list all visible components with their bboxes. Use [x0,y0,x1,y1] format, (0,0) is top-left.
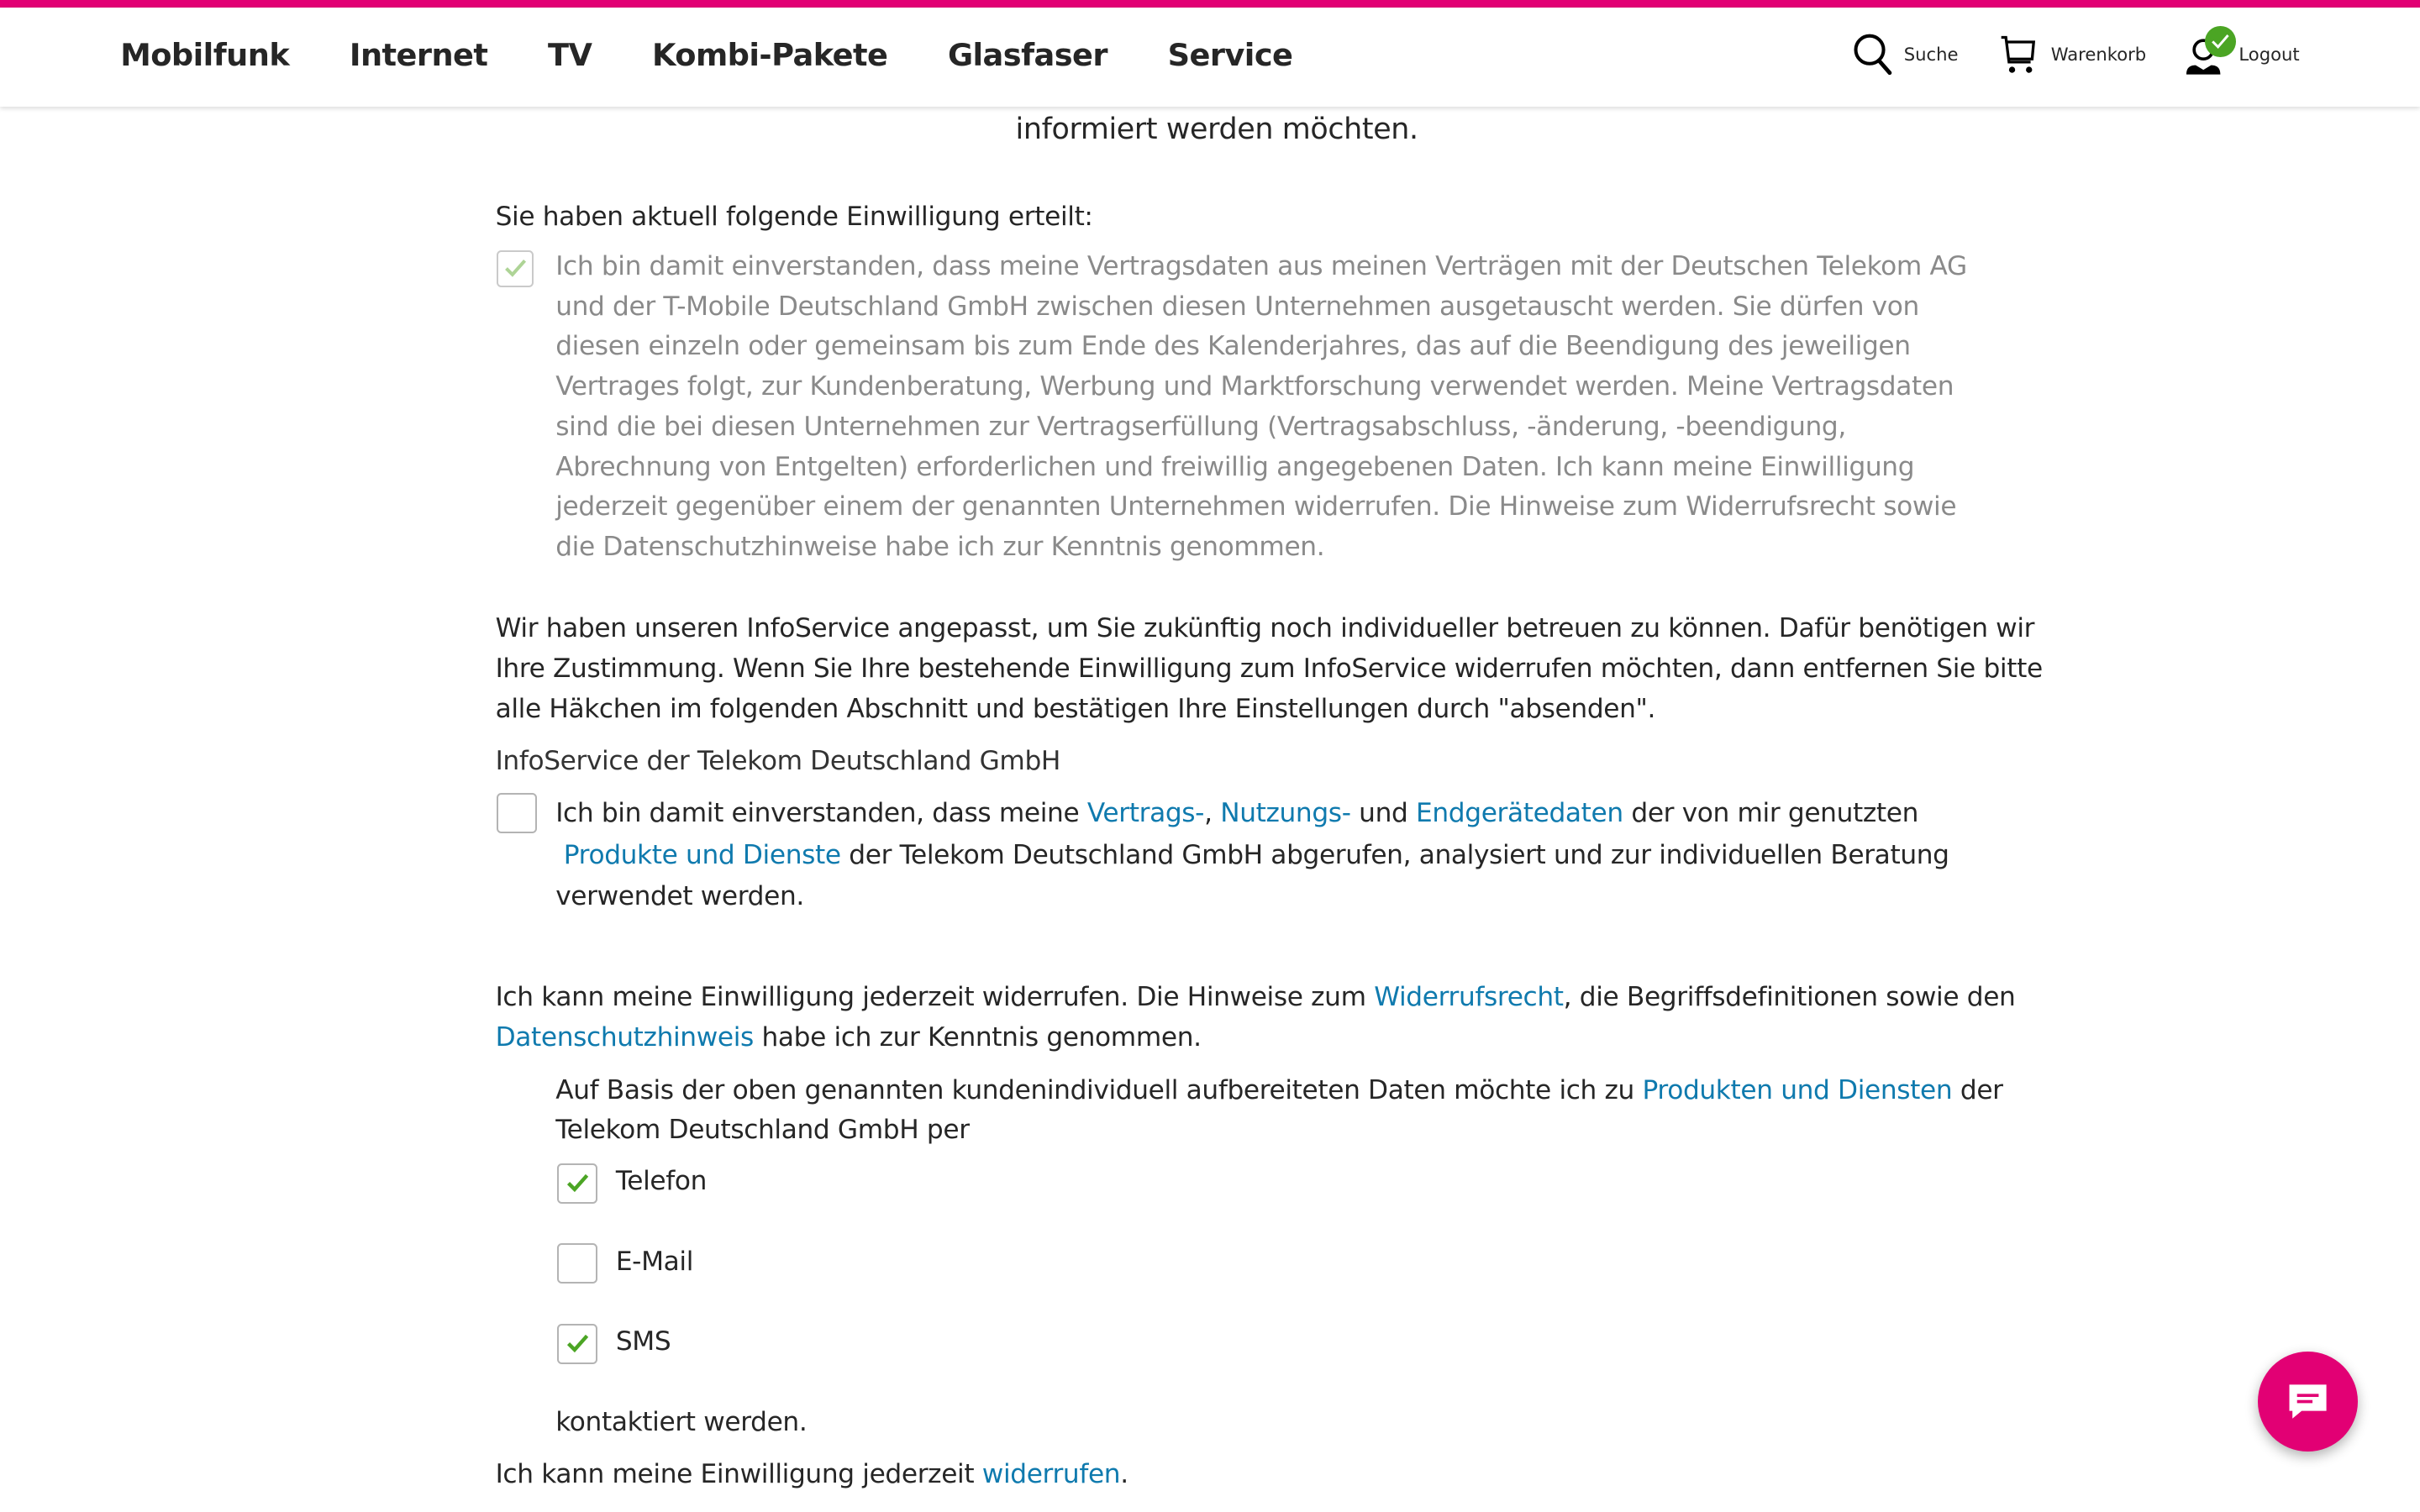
channel-label: SMS [615,1326,671,1357]
brand-bar [0,0,2420,8]
search-label: Suche [1903,43,1959,65]
nav-service[interactable]: Service [1167,37,1293,74]
check-icon [502,255,529,282]
logged-in-check-icon [2205,26,2236,57]
infoservice-intro: Wir haben unseren InfoService angepasst, um Sie zukünftig noch individueller betreuen zu können. Dafür benötigen wir Ihre Zustimmung. Wenn Sie Ihre bestehende Einwilligung zum InfoService widerrufen möchten, dann entfernen Sie bitte alle Häkchen im folgenden Abschnitt und bestätigen Ihre Einstellungen durch "absenden". [495,613,2043,724]
link-widerrufen[interactable]: widerrufen [981,1459,1121,1489]
infoservice-heading: InfoService der Telekom Deutschland GmbH [495,746,1061,777]
header [0,8,2420,107]
footer-revoke: Ich kann meine Einwilligung jederzeit widerrufen. [495,1459,1128,1489]
link-produkten-diensten[interactable]: Produkten und Diensten [1642,1074,1953,1105]
main-nav [120,37,1292,73]
cart-label: Warenkorb [2050,43,2147,65]
logout-label: Logout [2238,43,2300,65]
nav-tv[interactable]: TV [548,37,592,74]
intro-tail: informiert werden möchten. [1015,113,1418,147]
logout-button[interactable] [2186,33,2300,76]
search-icon [1851,33,1894,76]
channel-label: E-Mail [615,1246,694,1277]
link-nutzungsdaten[interactable]: Nutzungs- [1220,798,1351,829]
check-icon [564,1330,592,1357]
channel-checkbox-sms[interactable] [557,1324,597,1364]
current-consent-text: Ich bin damit einverstanden, dass meine Vertragsdaten aus meinen Verträgen mit der Deutschen Telekom AG und der T-Mobile Deutschland GmbH zwischen diesen Unternehmen ausgetauscht werden. Sie dürfen von diesen einzeln oder gemeinsam bis zum Ende des Kalenderjahres, das auf die Beendigung des jeweiligen Vertrages folgt, zur Kundenberatung, Werbung und Marktforschung verwendet werden. Meine Vertragsdaten sind die bei diesen Unternehmen zur Vertragserfüllung (Vertragsabschluss, -änderung, -beendigung, Abrechnung von Entgelten) erforderlichen und freiwillig angegebenen Daten. Ich kann meine Einwilligung jederzeit gegenüber einem der genannten Unternehmen widerrufen. Die Hinweise zum Widerrufsrecht sowie die Datenschutzhinweise habe ich zur Kenntnis genommen. [555,250,1967,563]
search-button[interactable] [1851,33,1958,76]
check-icon [564,1169,592,1197]
basis-text: Auf Basis der oben genannten kundenindividuell aufbereiteten Daten möchte ich zu Produkten und Diensten der Telekom Deutschland GmbH per [555,1074,2003,1146]
current-consent-heading: Sie haben aktuell folgende Einwilligung erteilt: [495,202,1093,233]
chat-button[interactable] [2258,1352,2358,1452]
link-datenschutzhinweis[interactable]: Datenschutzhinweis [495,1022,754,1053]
cart-button[interactable] [1998,33,2146,76]
infoservice-consent-checkbox[interactable] [497,793,537,833]
link-widerrufsrecht[interactable]: Widerrufsrecht [1374,982,1564,1013]
infoservice-consent-text: Ich bin damit einverstanden, dass meine Vertrags-, Nutzungs- und Endgerätedaten der von mir genutzten Produkte und Dienste der Telekom Deutschland GmbH abgerufen, analysiert und zur individuellen Beratung verwendet werden. [555,798,1949,912]
channel-checkbox-telefon[interactable] [557,1163,597,1204]
nav-internet[interactable]: Internet [349,37,488,74]
current-consent-checkbox [497,250,534,287]
chat-icon [2285,1378,2331,1425]
channel-label: Telefon [615,1166,707,1197]
revoke-text: Ich kann meine Einwilligung jederzeit widerrufen. Die Hinweise zum Widerrufsrecht, die Begriffsdefinitionen sowie den Datenschutzhinweis habe ich zur Kenntnis genommen. [495,982,2016,1053]
nav-kombi-pakete[interactable]: Kombi-Pakete [652,37,888,74]
link-endgeraetedaten[interactable]: Endgerätedaten [1416,798,1623,829]
link-vertragsdaten[interactable]: Vertrags- [1086,798,1205,829]
channel-checkbox-e-mail[interactable] [557,1243,597,1284]
contacted-text: kontaktiert werden. [555,1406,808,1437]
link-produkte-dienste[interactable]: Produkte und Dienste [563,839,841,870]
cart-icon [1998,33,2041,76]
nav-mobilfunk[interactable]: Mobilfunk [120,37,290,74]
nav-glasfaser[interactable]: Glasfaser [947,37,1107,74]
